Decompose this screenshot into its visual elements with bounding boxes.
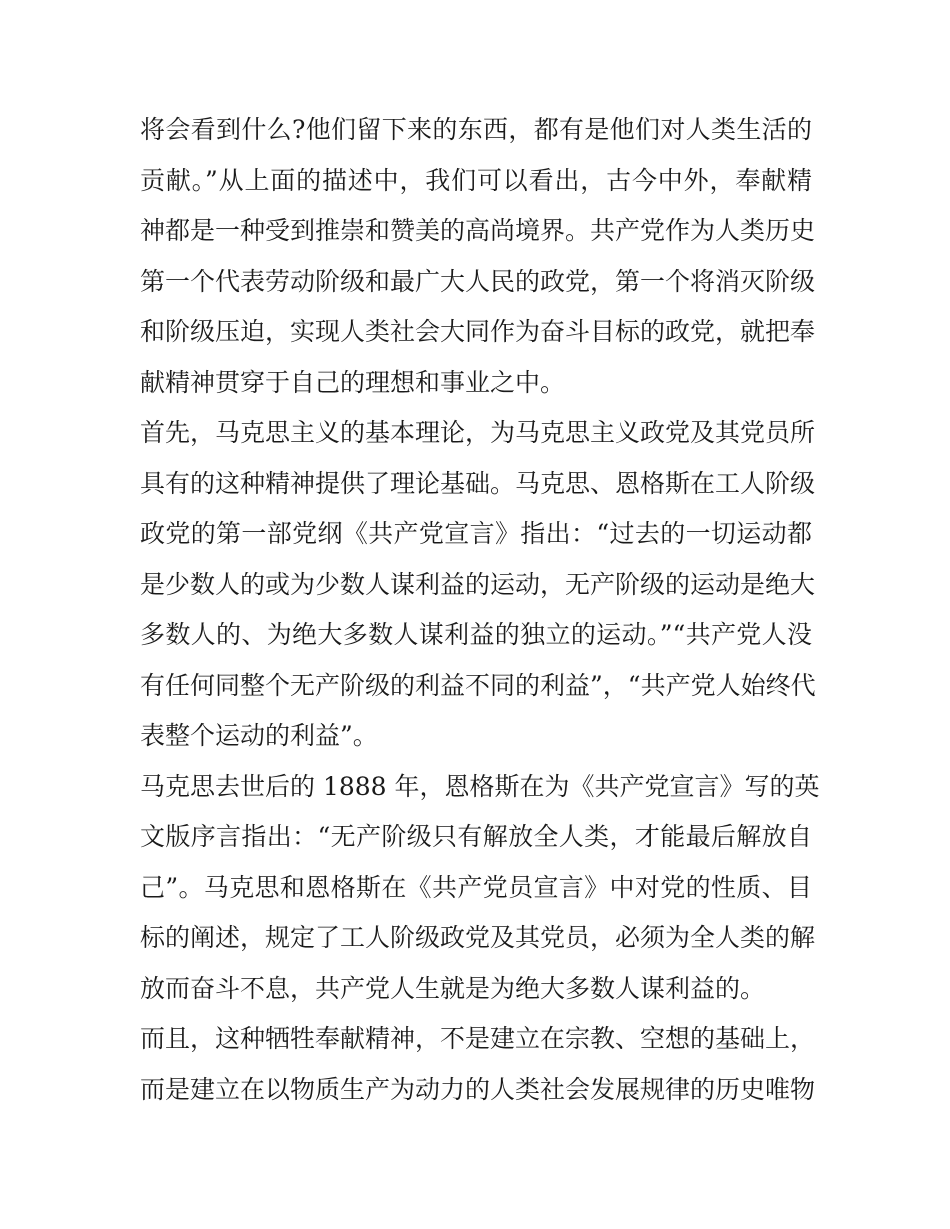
body-text [140, 105, 820, 1115]
text-line: 有任何同整个无产阶级的利益不同的利益”，“共产党人始终代 [140, 670, 816, 700]
text-line: 多数人的、为绝大多数人谋利益的独立的运动。”“共产党人没 [140, 620, 812, 649]
paragraph-4 [140, 1014, 816, 1115]
text-line: 和阶级压迫，实现人类社会大同作为奋斗目标的政党，就把奉 [140, 317, 816, 346]
text-line: 神都是一种受到推崇和赞美的高尚境界。共产党作为人类历史 [140, 216, 816, 245]
text-line: 文版序言指出：“无产阶级只有解放全人类，才能最后解放自 [140, 822, 812, 851]
text-line: 而且，这种牺牲奉献精神，不是建立在宗教、空想的基础上， [140, 1024, 816, 1053]
text-line: 标的阐述，规定了工人阶级政党及其党员，必须为全人类的解 [140, 923, 816, 952]
text-line: 将会看到什么?他们留下来的东西，都有是他们对人类生活的 [140, 115, 812, 144]
text-line: 表整个运动的利益”。 [140, 721, 378, 750]
paragraph-2 [140, 408, 816, 762]
text-line: 放而奋斗不息，共产党人生就是为绝大多数人谋利益的。 [140, 973, 766, 1003]
text-line: 贡献。”从上面的描述中，我们可以看出，古今中外，奉献精 [140, 165, 812, 195]
text-line: 政党的第一部党纲《共产党宣言》指出：“过去的一切运动都 [140, 519, 812, 548]
text-line: 而是建立在以物质生产为动力的人类社会发展规律的历史唯物 [140, 1074, 816, 1104]
text-line: 具有的这种精神提供了理论基础。马克思、恩格斯在工人阶级 [140, 468, 816, 498]
paragraph-1 [140, 105, 816, 408]
text-line: 是少数人的或为少数人谋利益的运动，无产阶级的运动是绝大 [140, 569, 816, 599]
text-line: 第一个代表劳动阶级和最广大人民的政党，第一个将消灭阶级 [140, 266, 816, 296]
text-line: 献精神贯穿于自己的理想和事业之中。 [140, 367, 566, 397]
text-line: 己”。马克思和恩格斯在《共产党员宣言》中对党的性质、目 [140, 872, 812, 902]
text-line: 首先，马克思主义的基本理论，为马克思主义政党及其党员所 [140, 418, 816, 447]
paragraph-3 [140, 762, 820, 1015]
text-line: 马克思去世后的 1888 年，恩格斯在为《共产党宣言》写的英 [140, 771, 820, 801]
